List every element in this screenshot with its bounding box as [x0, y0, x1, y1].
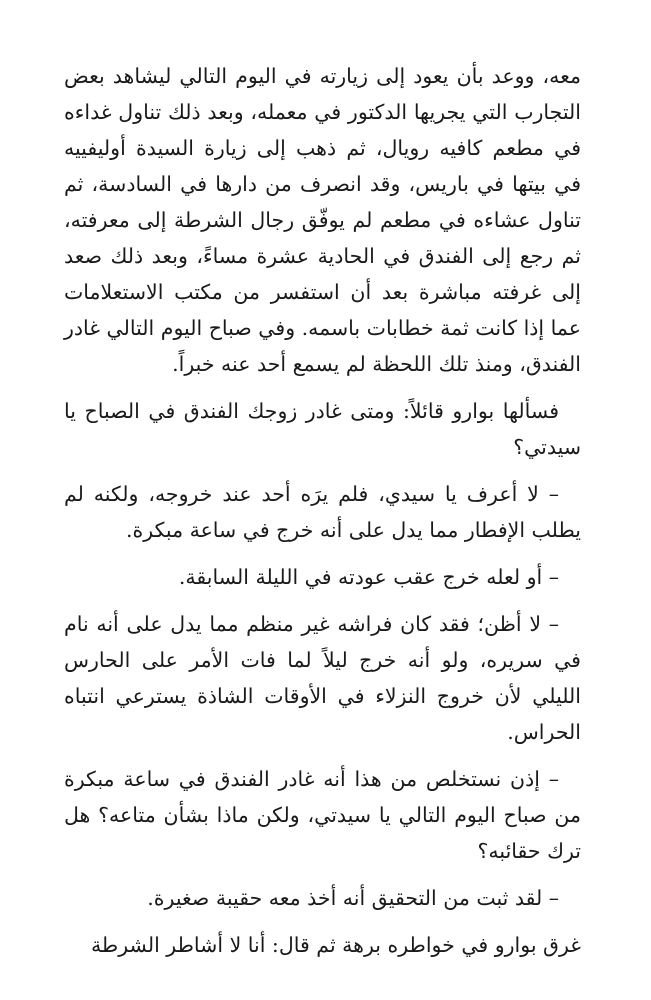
paragraph-poirot-question: فسألها بوارو قائلاً: ومتى غادر زوجك الفندق في الصباح يا سيدتي؟ — [64, 399, 581, 459]
paragraph-dialogue-2: – أو لعله خرج عقب عودته في الليلة السابقة. — [178, 565, 559, 589]
paragraph-poirot-thoughts: غرق بوارو في خواطره برهة ثم قال: أنا لا أشاطر الشرطة — [90, 933, 581, 957]
paragraph-dialogue-1: – لا أعرف يا سيدي، فلم يرَه أحد عند خروجه، ولكنه لم يطلب الإفطار مما يدل على أنه خرج في ساعة مبكرة. — [64, 482, 581, 542]
paragraph-dialogue-5: – لقد ثبت من التحقيق أنه أخذ معه حقيبة صغيرة. — [147, 886, 559, 910]
paragraph-continuation: معه، ووعد بأن يعود إلى زيارته في اليوم التالي ليشاهد بعض التجارب التي يجريها الدكتور في معمله، وبعد ذلك تناول غداءه في مطعم كافيه رويال، ثم ذهب إلى زيارة السيدة أوليفييه في بيتها في باريس، وقد انصرف من دارها في السادسة، ثم تناول عشاءه في مطعم لم يوفّق رجال الشرطة إلى معرفته، ثم رجع إلى الفندق في الحادية عشرة مساءً، وبعد ذلك صعد إلى غرفته مباشرة بعد أن استفسر من مكتب الاستعلامات عما إذا كانت ثمة خطابات باسمه. وفي صباح اليوم التالي غادر الفندق، ومنذ تلك اللحظة لم يسمع أحد عنه خبراً. — [64, 64, 581, 376]
paragraph-dialogue-3: – لا أظن؛ فقد كان فراشه غير منظم مما يدل على أنه نام في سريره، ولو أنه خرج ليلاً لما فات الأمر على الحارس الليلي لأن خروج النزلاء في الأوقات الشاذة يسترعي انتباه الحراس. — [64, 612, 581, 744]
paragraph-dialogue-4: – إذن نستخلص من هذا أنه غادر الفندق في ساعة مبكرة من صباح اليوم التالي يا سيدتي، ولكن ماذا بشأن متاعه؟ هل ترك حقائبه؟ — [64, 767, 581, 863]
